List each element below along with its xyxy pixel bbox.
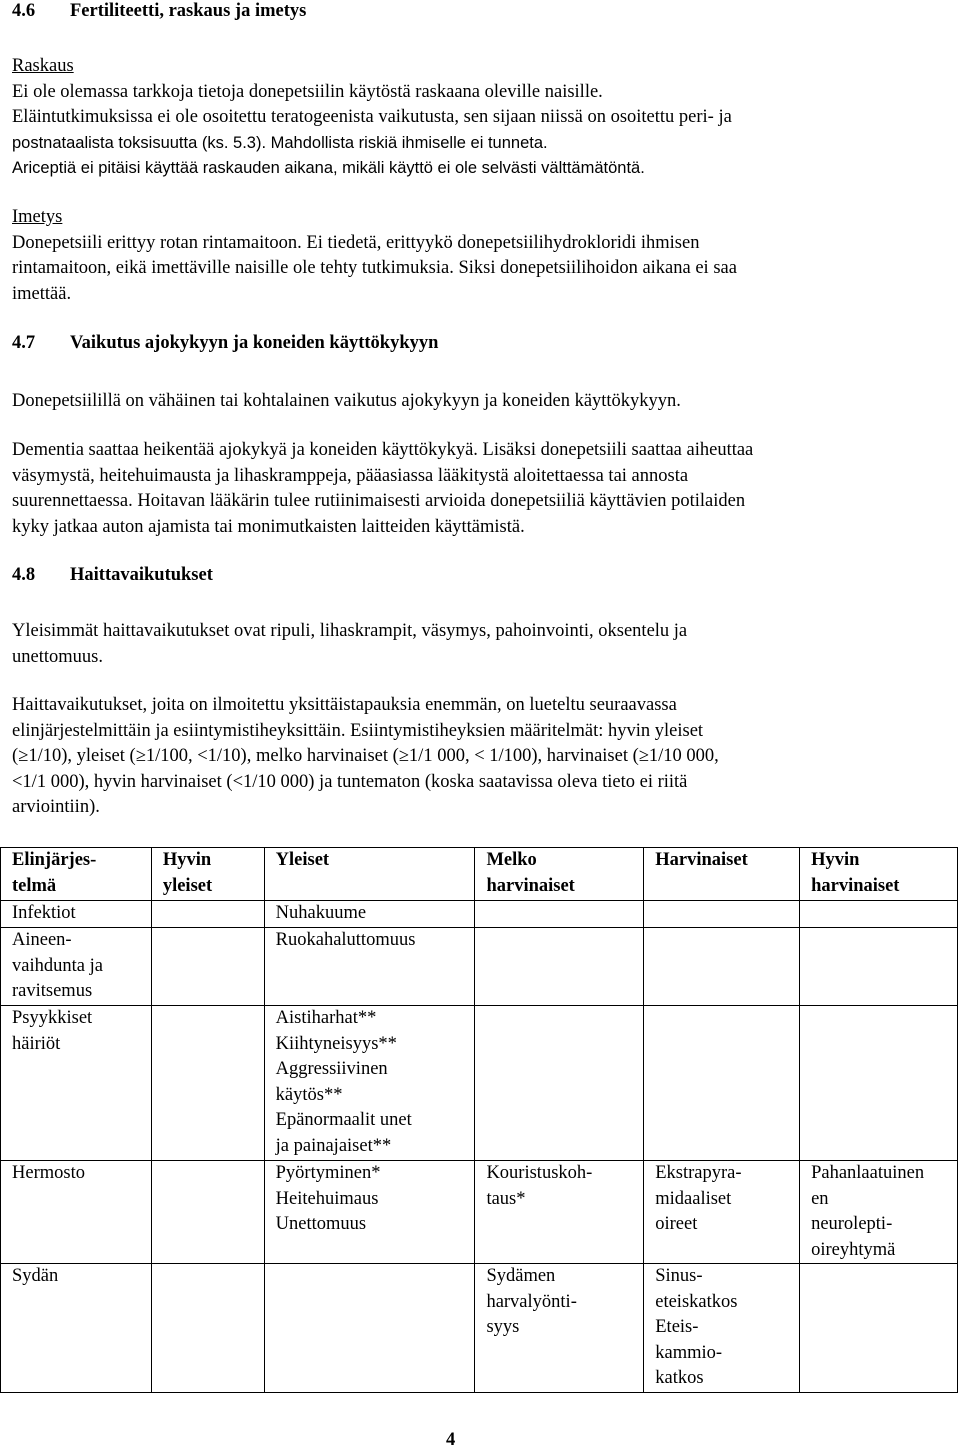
raskaus-heading: Raskaus — [12, 56, 74, 76]
cell-text: Infektiot — [12, 903, 76, 923]
para-line: elinjärjestelmittäin ja esiintymistiheyksittäin. Esiintymistiheyksien määritelmät: hyvin yleiset — [12, 720, 704, 741]
cell-text: Sydämen — [486, 1266, 556, 1286]
cell-text: Melko — [486, 850, 537, 870]
table-cell — [644, 928, 800, 1006]
cell-text: Epänormaalit unet — [275, 1110, 412, 1130]
cell-text: Psyykkiset — [12, 1008, 93, 1028]
section-4-8-para2 — [12, 693, 719, 821]
table-row — [1, 928, 958, 1006]
table-cell — [800, 928, 958, 1006]
table-header-row — [1, 848, 958, 901]
cell-text: Harvinaiset — [655, 850, 748, 870]
cell-text: Ruokahaluttomuus — [275, 930, 416, 950]
cell-text: harvinaiset — [486, 875, 575, 896]
table-cell — [475, 1161, 644, 1264]
adverse-effects-table — [0, 847, 958, 1393]
table-cell — [151, 928, 264, 1006]
table-cell — [264, 928, 475, 1006]
para-line: Yleisimmät haittavaikutukset ovat ripuli, lihaskrampit, väsymys, pahoinvointi, oksentelu ja — [12, 621, 688, 641]
cell-text: Nuhakuume — [275, 903, 367, 923]
table-header-cell — [475, 848, 644, 901]
cell-text: neurolepti- — [811, 1214, 893, 1234]
raskaus-block — [12, 54, 732, 182]
section-4-6-number: 4.6 — [12, 1, 36, 21]
cell-text: telmä — [12, 875, 57, 896]
cell-text: Pahanlaatuinen — [811, 1163, 925, 1183]
para-line: suurennettaessa. Hoitavan lääkärin tulee rutiinimaisesti arvioida donepetsiiliä käyttävien potilaiden — [12, 491, 746, 511]
table-cell — [264, 901, 475, 928]
table-row — [1, 1264, 958, 1393]
cell-text: kammio- — [655, 1342, 723, 1363]
cell-text: midaaliset — [655, 1188, 732, 1209]
section-4-7-para2 — [12, 438, 753, 540]
table-header-cell — [151, 848, 264, 901]
table-cell — [800, 901, 958, 928]
table-cell — [264, 1161, 475, 1264]
cell-text: Ekstrapyra- — [655, 1163, 742, 1183]
cell-text: yleiset — [162, 875, 213, 896]
cell-text: eteiskatkos — [655, 1291, 738, 1312]
cell-text: harvinaiset — [811, 875, 900, 896]
table-row — [1, 901, 958, 928]
page-number: 4 — [446, 1430, 456, 1450]
section-4-7-title: Vaikutus ajokykyyn ja koneiden käyttökykyyn — [70, 333, 439, 353]
cell-text: ravitsemus — [12, 981, 93, 1001]
section-4-7-para1: Donepetsiilillä on vähäinen tai kohtalainen vaikutus ajokykyyn ja koneiden käyttökykyyn. — [12, 391, 681, 411]
table-header-cell — [644, 848, 800, 901]
table-cell — [1, 1264, 152, 1393]
table-header-cell — [264, 848, 475, 901]
para-line: (≥1/10), yleiset (≥1/100, <1/10), melko harvinaiset (≥1/1 000, < 1/100), harvinaiset (≥1/10 000, — [12, 746, 719, 766]
section-4-8-number: 4.8 — [12, 565, 36, 585]
table-row — [1, 1161, 958, 1264]
table-header-cell — [1, 848, 152, 901]
cell-text: Heitehuimaus — [275, 1188, 379, 1209]
raskaus-line: Ei ole olemassa tarkkoja tietoja donepetsiilin käytöstä raskaana oleville naisille. — [12, 81, 603, 102]
table-cell — [475, 928, 644, 1006]
cell-text: käytös** — [275, 1084, 343, 1105]
cell-text: en — [811, 1188, 829, 1209]
cell-text: taus* — [486, 1188, 526, 1209]
table-cell — [1, 1161, 152, 1264]
cell-text: Aggressiivinen — [275, 1059, 388, 1079]
table-cell — [151, 1264, 264, 1393]
imetys-line: rintamaitoon, eikä imettäville naisille ole tehty tutkimuksia. Siksi donepetsiilihoidon aikana ei saa — [12, 258, 737, 278]
table-cell — [264, 1264, 475, 1393]
table-cell — [644, 1006, 800, 1161]
cell-text: Hyvin — [811, 850, 860, 870]
table-cell — [644, 1264, 800, 1393]
cell-text: Eteis- — [655, 1317, 699, 1337]
section-4-8-title: Haittavaikutukset — [70, 565, 213, 585]
raskaus-line: Ariceptiä ei pitäisi käyttää raskauden aikana, mikäli käyttö ei ole selvästi välttämätöntä. — [12, 159, 645, 177]
table-cell — [151, 901, 264, 928]
table-row — [1, 1006, 958, 1161]
para-line: kyky jatkaa auton ajamista tai monimutkaisten laitteiden käyttämistä. — [12, 516, 525, 537]
cell-text: Sinus- — [655, 1266, 703, 1286]
table-cell — [644, 1161, 800, 1264]
imetys-heading: Imetys — [12, 207, 63, 227]
table-cell — [475, 1264, 644, 1393]
table-cell — [151, 1161, 264, 1264]
cell-text: ja painajaiset** — [275, 1135, 392, 1156]
para-line: väsymystä, heitehuimausta ja lihaskramppeja, pääasiassa lääkitystä aloitettaessa tai annosta — [12, 465, 689, 486]
cell-text: oireyhtymä — [811, 1239, 896, 1260]
section-4-6-title: Fertiliteetti, raskaus ja imetys — [70, 1, 307, 21]
table-cell — [475, 1006, 644, 1161]
table-cell — [264, 1006, 475, 1161]
para-line: Haittavaikutukset, joita on ilmoitettu yksittäistapauksia enemmän, on lueteltu seuraavassa — [12, 695, 677, 715]
table-cell — [800, 1006, 958, 1161]
table-cell — [800, 1161, 958, 1264]
imetys-line: imettää. — [12, 283, 72, 304]
cell-text: Sydän — [12, 1266, 59, 1286]
table-cell — [1, 928, 152, 1006]
cell-text: vaihdunta ja — [12, 955, 103, 976]
cell-text: harvalyönti- — [486, 1291, 577, 1312]
cell-text: Yleiset — [275, 850, 330, 870]
table-cell — [475, 901, 644, 928]
section-4-7-number: 4.7 — [12, 333, 36, 353]
cell-text: Aistiharhat** — [275, 1008, 377, 1028]
table-cell — [151, 1006, 264, 1161]
cell-text: Kiihtyneisyys** — [275, 1033, 397, 1054]
para-line: arviointiin). — [12, 797, 100, 817]
section-4-8-para1 — [12, 619, 687, 670]
cell-text: syys — [486, 1317, 520, 1337]
cell-text: Hermosto — [12, 1163, 85, 1183]
table-cell — [1, 1006, 152, 1161]
cell-text: oireet — [655, 1214, 698, 1234]
cell-text: Kouristuskoh- — [486, 1163, 593, 1183]
table-cell — [1, 901, 152, 928]
imetys-block — [12, 205, 737, 307]
raskaus-line: postnataalista toksisuutta (ks. 5.3). Mahdollista riskiä ihmiselle ei tunneta. — [12, 133, 548, 152]
para-line: <1/1 000), hyvin harvinaiset (<1/10 000) ja tuntematon (koska saatavissa oleva tieto ei riitä — [12, 771, 688, 792]
cell-text: häiriöt — [12, 1033, 61, 1054]
table-header-cell — [800, 848, 958, 901]
cell-text: Unettomuus — [275, 1214, 367, 1234]
raskaus-line: Eläintutkimuksissa ei ole osoitettu teratogeenista vaikutusta, sen sijaan niissä on osoitettu peri- ja — [12, 107, 732, 127]
cell-text: Elinjärjes- — [12, 850, 97, 870]
imetys-line: Donepetsiili erittyy rotan rintamaitoon. Ei tiedetä, erittyykö donepetsiilihydrokloridi ihmisen — [12, 232, 700, 253]
cell-text: Hyvin — [162, 850, 212, 870]
table-cell — [644, 901, 800, 928]
table-cell — [800, 1264, 958, 1393]
cell-text: Aineen- — [12, 930, 72, 950]
cell-text: Pyörtyminen* — [275, 1163, 381, 1183]
para-line: Dementia saattaa heikentää ajokykyä ja koneiden käyttökykyä. Lisäksi donepetsiili saattaa aiheuttaa — [12, 440, 754, 460]
cell-text: katkos — [655, 1368, 704, 1388]
para-line: unettomuus. — [12, 646, 103, 667]
